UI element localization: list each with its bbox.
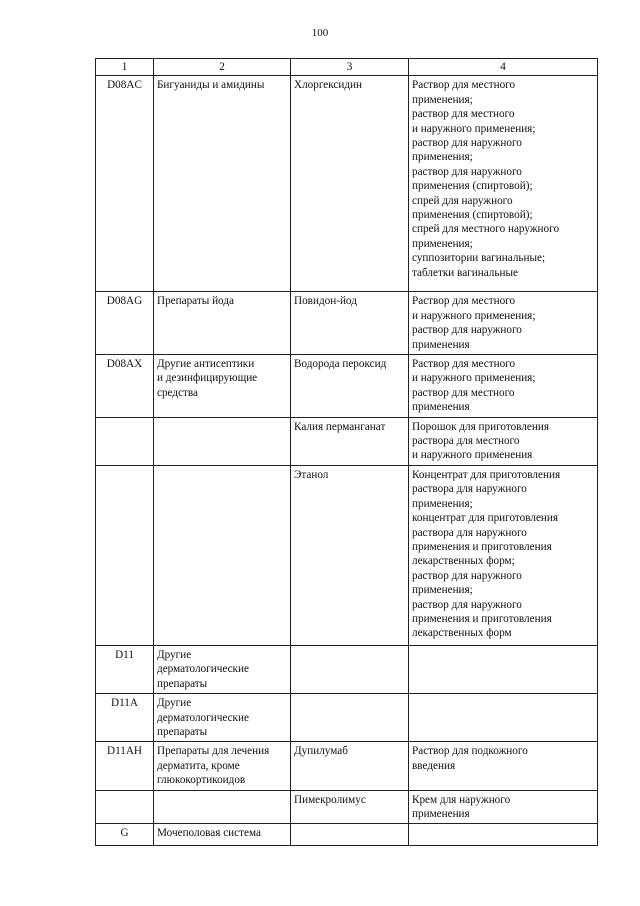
dosage-forms-line: применения;	[412, 93, 473, 106]
dosage-forms-line: и наружного применения;	[412, 372, 536, 385]
dosage-forms-cell	[409, 694, 598, 742]
drug-name-line: Хлоргексидин	[294, 79, 363, 92]
dosage-forms-line: и наружного применения	[412, 449, 533, 462]
group-name-cell	[154, 292, 291, 355]
drug-name-line: Повидон-йод	[294, 295, 357, 308]
table-row	[96, 292, 598, 355]
table-row	[96, 465, 598, 645]
atc-code-cell: D08AX	[96, 355, 154, 418]
group-name-cell	[154, 645, 291, 693]
dosage-forms-line: суппозитории вагинальные;	[412, 252, 546, 265]
table-row	[96, 76, 598, 292]
dosage-forms-line: спрей для наружного	[412, 194, 513, 207]
atc-code-cell: D11	[96, 645, 154, 693]
dosage-forms-line: концентрат для приготовления	[412, 512, 559, 525]
table-row	[96, 417, 598, 465]
atc-code-cell	[96, 790, 154, 824]
atc-code-cell	[96, 417, 154, 465]
atc-code-cell: D11A	[96, 694, 154, 742]
header-cell-drug: 3	[291, 59, 409, 76]
group-name-line: препараты	[157, 677, 208, 690]
group-name-line: средства	[157, 386, 199, 399]
dosage-forms-line: применения и приготовления	[412, 540, 552, 553]
dosage-forms-cell	[409, 76, 598, 292]
drug-name-cell	[291, 76, 409, 292]
drug-classification-table	[95, 58, 598, 846]
group-name-line: дерматологические	[157, 663, 249, 676]
drug-name-line: Калия перманганат	[294, 420, 386, 433]
dosage-forms-line: Крем для наружного	[412, 793, 511, 806]
table-row	[96, 790, 598, 824]
dosage-forms-line: применения	[412, 338, 470, 351]
drug-name-line: Этанол	[294, 468, 329, 481]
header-cell-forms: 4	[409, 59, 598, 76]
group-name-cell	[154, 355, 291, 418]
dosage-forms-line: применения;	[412, 237, 473, 250]
group-name-cell	[154, 790, 291, 824]
dosage-forms-cell	[409, 790, 598, 824]
dosage-forms-line: применения	[412, 401, 470, 414]
dosage-forms-cell	[409, 465, 598, 645]
group-name-cell	[154, 742, 291, 790]
atc-code-cell	[96, 465, 154, 645]
dosage-forms-line: Концентрат для приготовления	[412, 468, 561, 481]
drug-name-cell	[291, 790, 409, 824]
dosage-forms-line: применения (спиртовой);	[412, 180, 533, 193]
atc-code-cell: D08AC	[96, 76, 154, 292]
dosage-forms-line: Раствор для местного	[412, 358, 516, 371]
drug-name-cell	[291, 742, 409, 790]
dosage-forms-line: применения;	[412, 497, 473, 510]
dosage-forms-line: лекарственных форм;	[412, 555, 515, 568]
drug-name-line: Дупилумаб	[294, 745, 348, 758]
header-cell-group: 2	[154, 59, 291, 76]
dosage-forms-cell	[409, 292, 598, 355]
atc-code-cell: D08AG	[96, 292, 154, 355]
group-name-cell	[154, 694, 291, 742]
group-name-line: Препараты йода	[157, 295, 234, 308]
drug-name-cell	[291, 465, 409, 645]
group-name-line: глюкокортикоидов	[157, 774, 246, 787]
dosage-forms-line: применения (спиртовой);	[412, 209, 533, 222]
drug-name-cell	[291, 645, 409, 693]
group-name-line: Другие	[157, 697, 192, 710]
group-name-line: Другие	[157, 648, 192, 661]
table-body	[96, 76, 598, 846]
group-name-cell	[154, 465, 291, 645]
dosage-forms-line: раствор для наружного	[412, 324, 522, 337]
drug-name-line: Водорода пероксид	[294, 358, 387, 371]
dosage-forms-line: Раствор для местного	[412, 295, 516, 308]
group-name-line: Бигуаниды и амидины	[157, 79, 265, 92]
table-row	[96, 742, 598, 790]
group-name-line: Другие антисептики	[157, 358, 255, 371]
dosage-forms-cell	[409, 824, 598, 846]
dosage-forms-line: лекарственных форм	[412, 627, 512, 640]
drug-name-cell	[291, 355, 409, 418]
group-name-line: и дезинфицирующие	[157, 372, 258, 385]
dosage-forms-line: раствора для наружного	[412, 483, 527, 496]
group-name-cell	[154, 824, 291, 846]
dosage-forms-line: раствор для наружного	[412, 137, 522, 150]
atc-code-cell: D11AH	[96, 742, 154, 790]
drug-name-cell	[291, 694, 409, 742]
page-number: 100	[311, 27, 329, 39]
drug-name-cell	[291, 417, 409, 465]
dosage-forms-line: спрей для местного наружного	[412, 223, 560, 236]
dosage-forms-line: Раствор для подкожного	[412, 745, 528, 758]
dosage-forms-line: введения	[412, 759, 456, 772]
group-name-line: Мочеполовая система	[157, 827, 261, 840]
group-name-line: препараты	[157, 725, 208, 738]
group-name-cell	[154, 417, 291, 465]
dosage-forms-line: раствор для местного	[412, 108, 515, 121]
header-row	[96, 59, 598, 76]
drug-name-cell	[291, 292, 409, 355]
dosage-forms-line: Порошок для приготовления	[412, 420, 549, 433]
dosage-forms-line: раствор для местного	[412, 386, 515, 399]
dosage-forms-cell	[409, 742, 598, 790]
dosage-forms-line: и наружного применения;	[412, 309, 536, 322]
dosage-forms-line: таблетки вагинальные	[412, 266, 518, 279]
dosage-forms-line: применения;	[412, 151, 473, 164]
dosage-forms-line: применения и приготовления	[412, 612, 552, 625]
dosage-forms-cell	[409, 417, 598, 465]
group-name-line: дерматологические	[157, 711, 249, 724]
dosage-forms-line: раствор для наружного	[412, 165, 522, 178]
header-cell-code: 1	[96, 59, 154, 76]
table-row	[96, 355, 598, 418]
table-row	[96, 694, 598, 742]
dosage-forms-line: применения;	[412, 584, 473, 597]
dosage-forms-line: раствора для наружного	[412, 526, 527, 539]
dosage-forms-line: Раствор для местного	[412, 79, 516, 92]
drug-name-cell	[291, 824, 409, 846]
dosage-forms-cell	[409, 645, 598, 693]
dosage-forms-line: раствора для местного	[412, 435, 520, 448]
group-name-cell	[154, 76, 291, 292]
atc-code-cell: G	[96, 824, 154, 846]
dosage-forms-line: и наружного применения;	[412, 122, 536, 135]
dosage-forms-line: раствор для наружного	[412, 569, 522, 582]
table-row	[96, 645, 598, 693]
group-name-line: Препараты для лечения	[157, 745, 270, 758]
group-name-line: дерматита, кроме	[157, 759, 240, 772]
dosage-forms-cell	[409, 355, 598, 418]
drug-name-line: Пимекролимус	[294, 793, 366, 806]
table-row	[96, 824, 598, 846]
dosage-forms-line: применения	[412, 807, 470, 820]
dosage-forms-line: раствор для наружного	[412, 598, 522, 611]
